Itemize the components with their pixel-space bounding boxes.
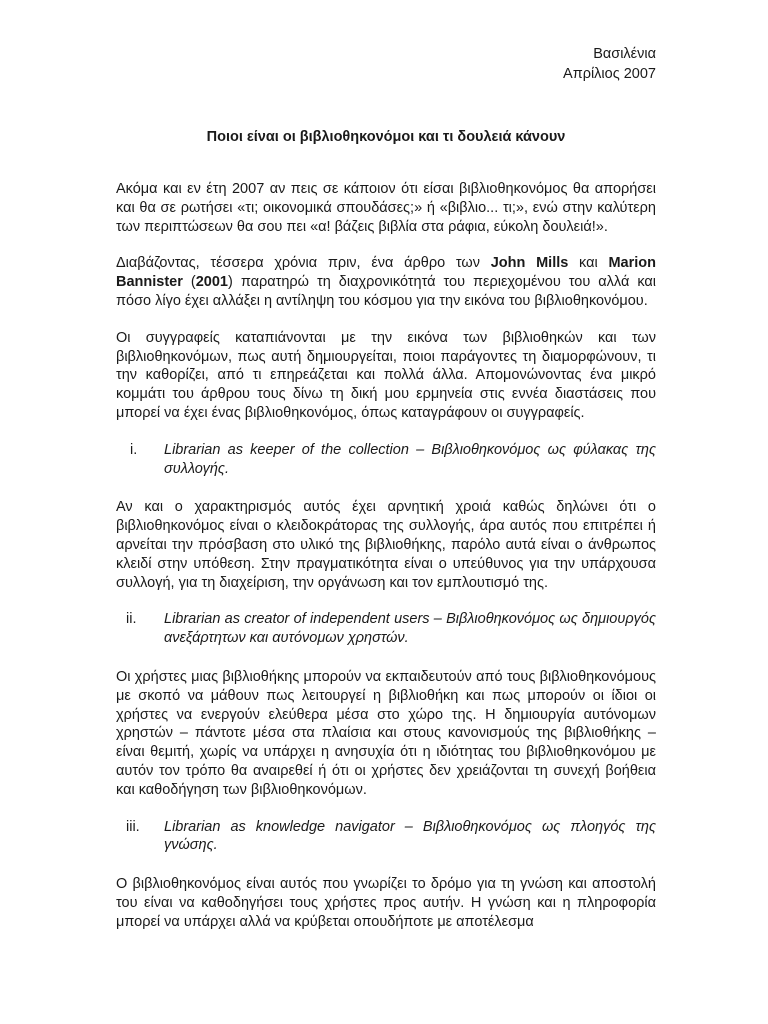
header-place: Βασιλένια bbox=[593, 46, 656, 62]
paragraph-text: και bbox=[568, 255, 609, 272]
list-number: i. bbox=[130, 441, 138, 458]
paragraph-keeper-explanation: Αν και ο χαρακτηρισμός αυτός έχει αρνητική χροιά καθώς δηλώνει ότι ο βιβλιοθηκονόμος είναι ο κλειδοκράτορας της συλλογής, άρα αυτός που επιτρέπει ή αρνείται την πρόσβαση στο υλικό της βιβλιοθήκης, παρόλο αυτά είναι ο άνθρωπος κλειδί στην υπόθεση. Στην πραγματικότητα είναι ο υπεύθυνος για την υπάρχουσα συλλογή, για τη διαχείριση, την οργάνωση και τον εμπλουτισμό της. bbox=[116, 499, 656, 591]
publication-year: 2001 bbox=[195, 274, 228, 291]
document-body bbox=[116, 180, 656, 950]
paragraph-article-reference bbox=[116, 254, 656, 310]
list-text: Librarian as keeper of the collection – Βιβλιοθηκονόμος ως φύλακας της συλλογής. bbox=[164, 441, 656, 477]
list-number: ii. bbox=[126, 611, 137, 628]
paragraph-navigator-explanation: Ο βιβλιοθηκονόμος είναι αυτός που γνωρίζει το δρόμο για τη γνώση και αποστολή του είναι να καθοδηγήσει τους χρήστες προς αυτήν. Η γνώση και η πληροφορία μπορεί να υπάρχει αλλά να κρύβεται οπουδήποτε με αποτέλεσμα bbox=[116, 876, 656, 930]
list-item-navigator bbox=[116, 818, 656, 856]
header-date: Απρίλιος 2007 bbox=[563, 66, 656, 82]
document-title: Ποιοι είναι οι βιβλιοθηκονόμοι και τι δουλειά κάνουν bbox=[206, 129, 566, 145]
list-number: iii. bbox=[126, 818, 140, 835]
list-text: Librarian as creator of independent users – Βιβλιοθηκονόμος ως δημιουργός ανεξάρτητων και αυτόνομων χρηστών. bbox=[164, 611, 656, 647]
list-item-creator bbox=[116, 610, 656, 648]
author-name: Marion Bannister bbox=[116, 255, 656, 291]
paragraph-text: ) παρατηρώ τη διαχρονικότητά του περιεχομένου του αλλά και πόσο λίγο έχει αλλάξει η αντίληψη του κόσμου για την εικόνα του βιβλιοθηκονόμου. bbox=[116, 274, 657, 309]
list-text: Librarian as knowledge navigator – Βιβλιοθηκονόμος ως πλοηγός της γνώσης. bbox=[164, 818, 656, 854]
paragraph-text: ( bbox=[182, 274, 196, 291]
document-header bbox=[563, 44, 656, 84]
list-item-keeper bbox=[116, 441, 656, 479]
paragraph-text: Διαβάζοντας, τέσσερα χρόνια πριν, ένα άρθρο των bbox=[116, 255, 491, 272]
paragraph-intro: Ακόμα και εν έτη 2007 αν πεις σε κάποιον ότι είσαι βιβλιοθηκονόμος θα απορήσει και θα σε ρωτήσει «τι; οικονομικά σπουδάσες;» ή «βιβλιο... τι;», ενώ στην καλύτερη των περιπτώσεων θα σου πει «α! βάζεις βιβλία στα ράφια, εύκολη δουλειά!». bbox=[116, 181, 656, 235]
paragraph-authors-topic: Οι συγγραφείς καταπιάνονται με την εικόνα των βιβλιοθηκών και των βιβλιοθηκονόμων, πως αυτή δημιουργείται, ποιοι παράγοντες τη διαμορφώνουν, τι την καθορίζει, από τι επηρεάζεται και πολλά άλλα. Απομονώνοντας ένα μικρό κομμάτι του άρθρου τους δίνω τη δική μου ερμηνεία στις εννέα διαστάσεις που μπορεί να έχει ένας βιβλιοθηκονόμος, όπως καταγράφουν οι συγγραφείς. bbox=[116, 329, 656, 421]
author-name: John Mills bbox=[490, 255, 569, 272]
paragraph-creator-explanation: Οι χρήστες μιας βιβλιοθήκης μπορούν να εκπαιδευτούν από τους βιβλιοθηκονόμους με σκοπό να μάθουν πως λειτουργεί η βιβλιοθήκη και πως μπορούν οι ίδιοι οι χρήστες να ενεργούν ελεύθερα μέσα στο χώρο της. Η δημιουργία αυτόνομων χρηστών – πάντοτε μέσα στα πλαίσια και στους κανονισμούς της βιβλιοθήκης – είναι θεμιτή, χωρίς να υπάρχει η ανησυχία ότι η ιδιότητας του βιβλιοθηκονόμου με αυτόν τον τρόπο θα αναιρεθεί ή ότι οι χρήστες δεν χρειάζονται τη συνεχή βοήθεια και καθοδήγηση των βιβλιοθηκονόμων. bbox=[116, 668, 656, 798]
